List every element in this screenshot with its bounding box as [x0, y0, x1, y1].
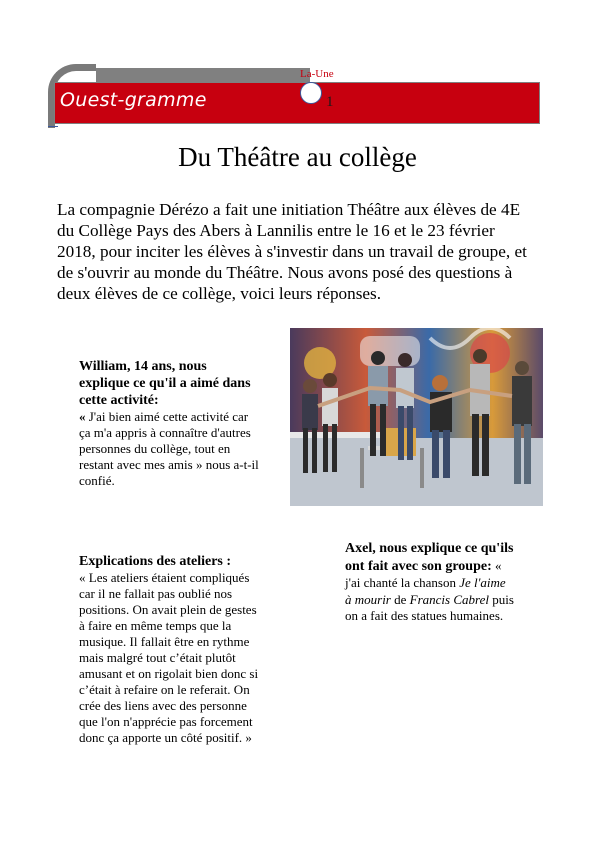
william-block	[79, 358, 259, 489]
explications-block	[79, 553, 259, 746]
axel-song-title: Je l'aime à mourir	[345, 575, 506, 607]
axel-paragraph	[345, 540, 515, 625]
article-photo	[290, 328, 543, 506]
masthead-circle-icon	[300, 82, 322, 104]
explications-text: « Les ateliers étaient compliqués car il ne fallait pas oublié nos positions. On avait plein de gestes à faire en même temps que la musique. Il fallait être en rythme mais malgré tout c’était plutôt amusant et on rigolait bien donc si c’était à refaire on le referait. On crée des liens avec des personne que l'on n'apprécie pas forcement donc ça apporte un côté positif. »	[79, 570, 259, 745]
axel-text-1: « j'ai chanté la chanson	[345, 557, 502, 590]
william-text: J'ai bien aimé cette activité car ça m'a appris à connaître d'autres personnes du collège, tout en restant avec mes amis » nous a-t-il confié.	[79, 409, 259, 488]
axel-artist: Francis Cabrel	[409, 591, 489, 607]
masthead-brand: Ouest-gramme	[60, 89, 207, 111]
axel-lead: Axel, nous explique ce qu'ils ont fait avec son groupe:	[345, 541, 514, 574]
axel-text-3: puis on a fait des statues humaines.	[345, 591, 514, 623]
masthead-section-label: La-Une	[300, 68, 334, 80]
axel-block	[345, 540, 515, 625]
masthead-tick-decoration	[48, 126, 58, 127]
masthead-grey-bar	[96, 68, 310, 82]
photo-students-drawing	[290, 328, 543, 506]
explications-lead: Explications des ateliers :	[79, 554, 232, 569]
masthead-page-number: 1	[326, 94, 334, 110]
william-lead: William, 14 ans, nous explique ce qu'il a aimé dans cette activité:	[79, 359, 251, 408]
article-title: Du Théâtre au collège	[178, 142, 417, 172]
william-quote-mark: «	[79, 409, 86, 424]
axel-text-2: de	[390, 591, 410, 607]
william-quote	[79, 409, 259, 489]
article-intro: La compagnie Dérézo a fait une initiation Théâtre aux élèves de 4E du Collège Pays des Abers à Lannilis entre le 16 et le 23 février 2018, pour inciter les élèves à s'investir dans un travail de groupe, et de s'ouvrir au monde du Théâtre. Nous avons posé des questions à deux élèves de ce collège, voici leurs réponses.	[57, 200, 527, 303]
